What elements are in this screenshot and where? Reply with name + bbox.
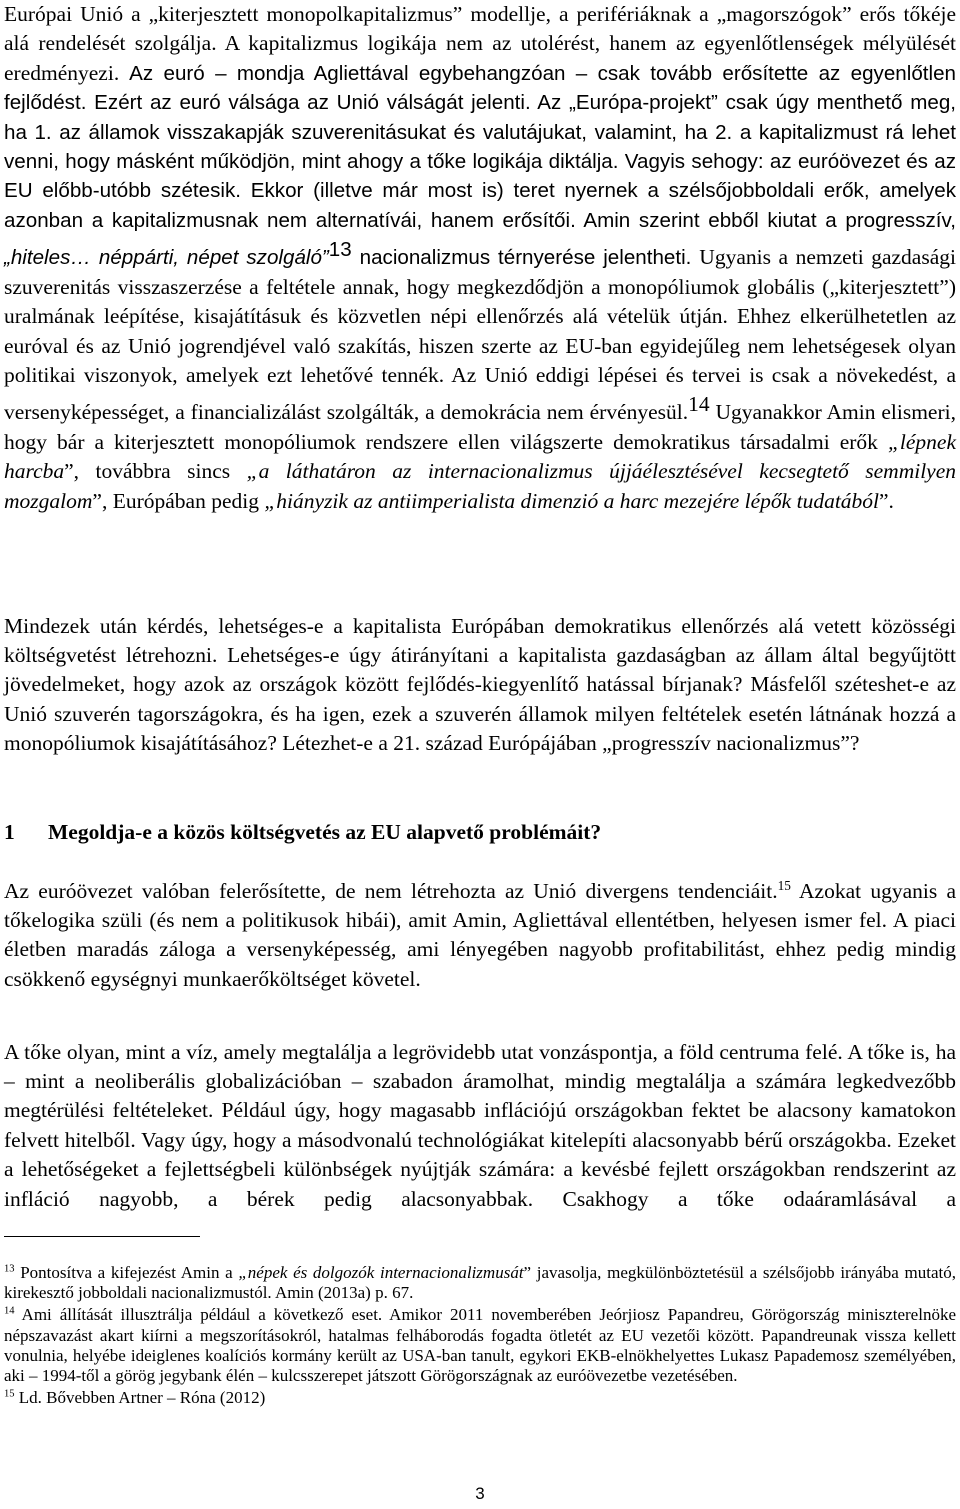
paragraph-text-segment: ”, Európában pedig [92,488,265,513]
paragraph-text-segment: Ugyanakkor Amin elismeri, hogy bár a kiterjesztett monopóliumok rendszere ellen világszerte demokratikus társadalmi erők [4,400,956,454]
footnotes [4,1263,956,1410]
footnote-quote: „népek és dolgozók internacionalizmusát [238,1263,524,1282]
footnote-14 [4,1305,956,1386]
footnote-text: ” javasolja, megkülönböztetésül a szélsőjobb irányába mutató, kirekesztő jobboldali nacionalizmustól. Amin (2013a) p. 67. [4,1263,956,1303]
footnote-text: Pontosítva a kifejezést Amin a [14,1263,239,1282]
footnote-number: 15 [4,1388,15,1400]
footnote-text: Ld. Bővebben Artner – Róna (2012) [14,1388,266,1408]
quoted-phrase: „hiteles… néppárti, népet szolgáló” [4,246,329,270]
paragraph-divergence-rest: Azokat ugyanis a tőkelogika szüli (és nem a politikusok hibái), amit Amin, Agliettával ellentétben, helyesen ismer fel. A piaci életben maradás záloga a versenyképesség, ami lényegében nagyobb profitabilitást, ehhez pedig mindig csökkenő egységnyi munkaerőköltséget követel. [4,878,956,991]
paragraph-divergence [4,877,956,995]
section-number: 1 [4,820,15,844]
section-title: Megoldja-e a közös költségvetés az EU alapvető problémáit? [48,820,602,844]
quoted-phrase: „hiányzik az antiimperialista dimenzió a harc mezejére lépők tudatából [264,488,880,513]
paragraph-text-segment: ”, továbbra sincs [64,459,247,484]
section-heading [4,818,601,847]
footnote-13 [4,1263,956,1303]
footnote-number: 13 [4,1263,15,1275]
paragraph-amin-summary [4,0,956,516]
quoted-phrase: „a láthatáron az internacionalizmus újjáélesztésével kecsegtető semmilyen mozgalom [4,459,957,513]
paragraph-questions: Mindezek után kérdés, lehetséges-e a kapitalista Európában demokratikus ellenőrzés alá vetett közösségi költségvetést létrehozni. Lehetséges-e úgy átirányítani a kapitalista gazdaságban az állam által begyűjtött jövedelmeket, hogy azok az országok között fejlődés-kiegyenlítő hatással bírjanak? Másfelől széteshet-e az Unió szuverén tagországokra, és ha igen, ezek a szuverén államok milyen feltételek esetén látnának hozzá a monopóliumok kisajátításához? Létezhet-e a 21. század Európájában „progresszív nacionalizmus”? [4,613,956,756]
paragraph-text-segment: nacionalizmus térnyerése jelentheti. [351,246,700,270]
page-number: 3 [475,1484,485,1503]
footnote-ref-14[interactable]: 14 [688,392,710,417]
paragraph-text-segment: ”. [879,488,894,513]
footnote-separator [4,1236,200,1237]
paragraph-text-segment: Európai Unió a „kiterjesztett monopolkapitalizmus” modellje, a perifériáknak a „magorszógok” erős tőkéje alá rendelését szolgálja. A kapitalizmus logikája nem az utolérést, hanem az egyenlőtlenségek mélyülését eredményezi. [4,2,956,85]
footnote-text: Ami állítását illusztrálja például a következő eset. Amikor 2011 novemberében Jeórjiosz Papandreu, Görögország miniszterelnöke népszavazást akart kiírni a megszorításokról, hatalmas felháborodás fogadta ötletét az EU vezetői között. Papandreunak vissza kellett vonulnia, helyébe ideiglenes koalíciós kormány került az USA-ban tanult, egykori EKB-elnökhelyettes Lukasz Papademosz személyében, aki – 1994-től a görög jegybank élén – kulcsszerepet játszott Görögországnak az euróövezetbe vezetésében. [4,1305,956,1386]
footnote-15 [4,1388,956,1408]
paragraph-capital-water: A tőke olyan, mint a víz, amely megtalálja a legrövidebb utat vonzáspontja, a föld centruma felé. A tőke is, ha – mint a neoliberális globalizációban – szabadon áramolhat, mindig megtalálja a számára legkedvezőbb megtérülési feltételeket. Például úgy, hogy magasabb inflációjú országokban fektet be alacsony kamatokon felvett hitelből. Vagy úgy, hogy a másodvonalú technológiákat kitelepíti alacsonyabb bérű országokba. Ezeket a lehetőségeket a fejlettségbeli különbségek nyújtják számára: a kevésbé fejlett országokban rendszerint az infláció nagyobb, a bérek pedig alacsonyabbak. Csakhogy a tőke odaáramlásával a [4,1039,956,1211]
footnote-ref-15[interactable]: 15 [777,877,791,893]
paragraph-divergence-text: Az euróövezet valóban felerősítette, de nem létrehozta az Unió divergens tendenciáit. [4,878,778,903]
footnote-number: 14 [4,1305,15,1317]
footnote-ref-13[interactable]: 13 [328,238,352,262]
paragraph-text-segment: Ugyanis a nemzeti gazdasági szuverenitás visszaszerzése a feltétele annak, hogy megkezdődjön a monopóliumok globális („kiterjesztett”) uralmának leépítése, kisajátításuk és közvetlen népi ellenőrzés alá vételük útján. Ehhez elkerülhetetlen az euróval és az Unió jogrendjével való szakítás, hiszen szerte az EU-ban egyidejűleg nem lehetségesek olyan politikai viszonyok, amelyek ezt lehetővé tennék. Az Unió eddigi lépései és tervei is csak a növekedést, a versenyképességet, a financializálást szolgálták, a demokrácia nem érvényesül. [4,245,956,425]
paragraph-text-segment: Az euró – mondja Agliettával egybehangzóan – csak tovább erősítette az egyenlőtlen fejlődést. Ezért az euró válsága az Unió válságát jelenti. Az „Európa-projekt” csak úgy menthető meg, ha 1. az államok visszakapják szuverenitásukat és valutájukat, valamint, ha 2. a kapitalizmust rá lehet venni, hogy másként működjön, mint ahogy a tőke logikája diktálja. Vagyis sehogy: az euróövezet és az EU előbb-utóbb szétesik. Ekkor (illetve már most is) teret nyernek a szélsőjobboldali erők, amelyek azonban a kapitalizmusnak nem alternatívái, hanem erősítői. Amin szerint ebből kiutat a progresszív, [4,61,956,232]
quoted-phrase: „lépnek harcba [4,430,956,484]
